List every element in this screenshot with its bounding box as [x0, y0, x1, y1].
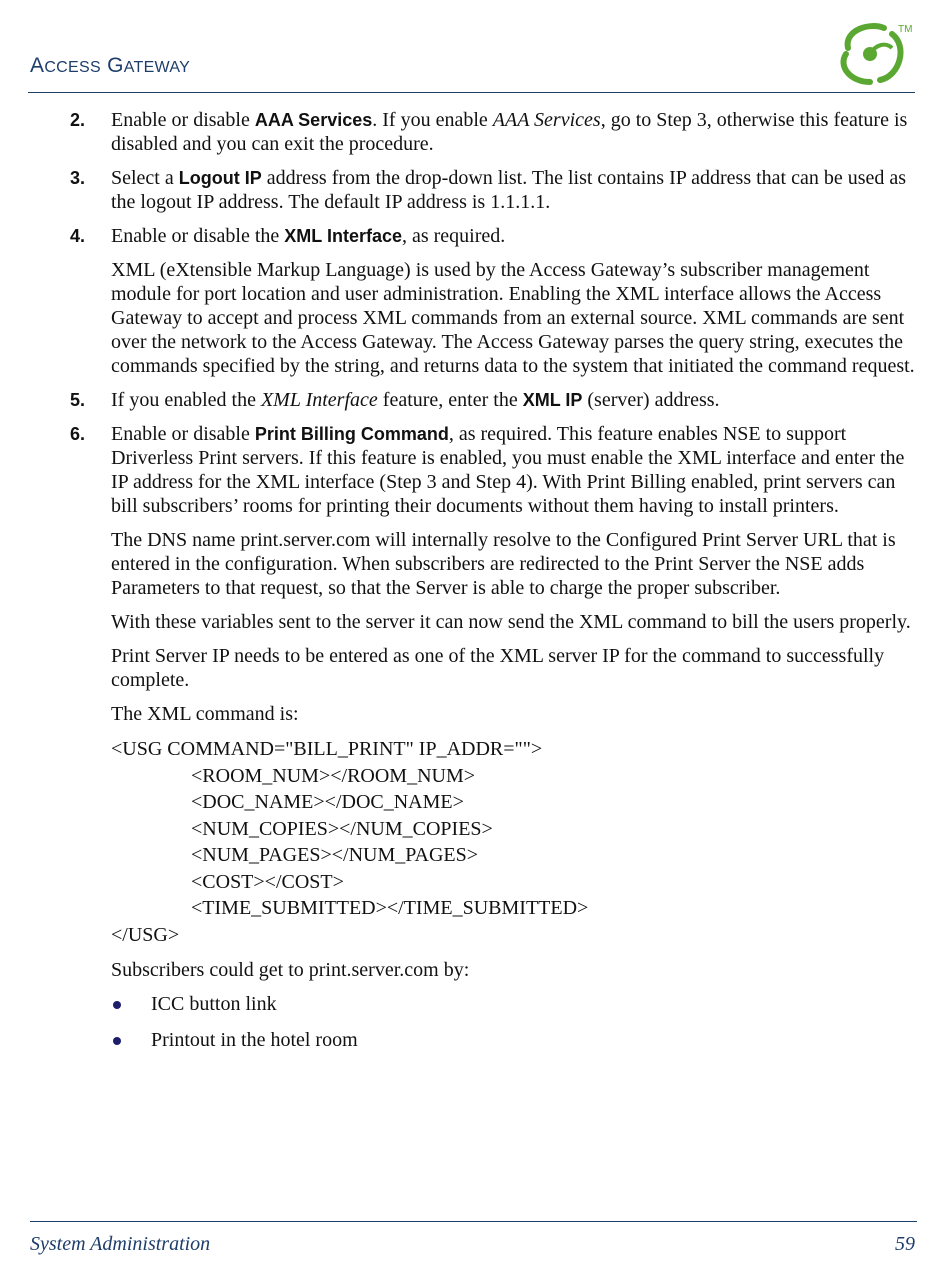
subscribers-access-paragraph: Subscribers could get to print.server.com by: [111, 959, 470, 981]
print-server-ip-paragraph: Print Server IP needs to be entered as one of the XML server IP for the command to successfully complete. [111, 645, 885, 691]
dns-paragraph: The DNS name print.server.com will internally resolve to the Configured Print Server URL that is entered in the configuration. When subscribers are redirected to the Print Server the NSE adds Parameters to that request, so that the Server is able to charge the proper subscriber. [111, 529, 896, 599]
step-number: 3. [70, 168, 86, 188]
step-number: 6. [70, 424, 86, 444]
bullet-icon [113, 1001, 121, 1009]
variables-paragraph: With these variables sent to the server it can now send the XML command to bill the users properly. [111, 611, 911, 633]
step-text: Enable or disable [111, 109, 255, 131]
step-text: feature, enter the [377, 389, 523, 411]
header-title-initial-a: A [30, 54, 45, 77]
code-line: </USG> [111, 923, 180, 946]
page-header-title [30, 54, 190, 78]
list-item [70, 992, 915, 1016]
italic-term: AAA Services [492, 109, 601, 131]
step-text: , as required. This feature enables NSE to support Driverless Print servers. If this feature is enabled, you must enable the XML interface and enter the IP address for the XML interface (Step 3 and Step 4). With Print Billing enabled, print servers can bill subscribers’ rooms for printing their documents without them having to install printers. [111, 423, 905, 517]
ui-term: XML Interface [284, 226, 402, 246]
ui-term: Print Billing Command [254, 424, 449, 444]
italic-term: XML Interface [260, 389, 378, 411]
page-number: 59 [895, 1233, 915, 1255]
header-title-rest-g: ATEWAY [123, 59, 191, 76]
step-text: (server) address. [582, 389, 720, 411]
header-divider [28, 92, 915, 93]
trademark-mark: TM [898, 24, 913, 35]
code-line: <NUM_COPIES></NUM_COPIES> [191, 817, 493, 840]
ui-term: XML IP [522, 390, 583, 410]
step-3 [70, 166, 915, 214]
list-item [70, 1028, 915, 1052]
step-text: , as required. [401, 225, 506, 247]
list-item-text: Printout in the hotel room [151, 1029, 358, 1051]
list-item-text: ICC button link [151, 993, 277, 1015]
code-line: <DOC_NAME></DOC_NAME> [191, 791, 464, 813]
swirl-logo-icon [830, 18, 916, 90]
code-line: <USG COMMAND="BILL_PRINT" IP_ADDR=""> [111, 738, 543, 760]
step-text: address from the drop-down list. The list contains IP address that can be used as the logout IP address. The default IP address is 1.1.1.1. [111, 167, 907, 213]
step-2 [70, 108, 915, 156]
step-4 [70, 224, 915, 248]
step-text: Enable or disable the [111, 225, 285, 247]
step-6 [70, 422, 915, 518]
footer-section-title: System Administration [30, 1233, 211, 1255]
header-title-rest-a: CCESS [44, 59, 101, 76]
code-line: <TIME_SUBMITTED></TIME_SUBMITTED> [191, 897, 589, 919]
ui-term: AAA Services [254, 110, 373, 130]
header-title-initial-g: G [107, 54, 124, 77]
ui-term: Logout IP [178, 168, 262, 188]
code-line: <NUM_PAGES></NUM_PAGES> [191, 844, 479, 866]
code-line: <ROOM_NUM></ROOM_NUM> [191, 764, 476, 787]
bullet-icon [113, 1037, 121, 1045]
step-text: . If you enable [372, 109, 493, 131]
step-text: Select a [111, 167, 179, 189]
step-text: , go to Step 3, otherwise this feature is disabled and you can exit the procedure. [111, 109, 908, 155]
step-number: 4. [70, 226, 86, 246]
xml-command-intro: The XML command is: [111, 703, 299, 725]
step-number: 5. [70, 390, 86, 410]
document-body [70, 108, 915, 1064]
code-line: <COST></COST> [191, 870, 344, 893]
xml-description-paragraph: XML (eXtensible Markup Language) is used by the Access Gateway’s subscriber management module for port location and user administration. Enabling the XML interface allows the Access Gateway to accept and process XML commands from an external source. XML commands are sent over the network to the Access Gateway. The Access Gateway parses the query string, executes the commands specified by the string, and returns data to the system that initiated the command request. [111, 259, 915, 377]
step-text: Enable or disable [111, 423, 255, 445]
step-number: 2. [70, 110, 86, 130]
step-5 [70, 388, 915, 412]
footer-divider [30, 1221, 917, 1222]
xml-command-block [70, 736, 915, 948]
step-text: If you enabled the [111, 389, 261, 411]
